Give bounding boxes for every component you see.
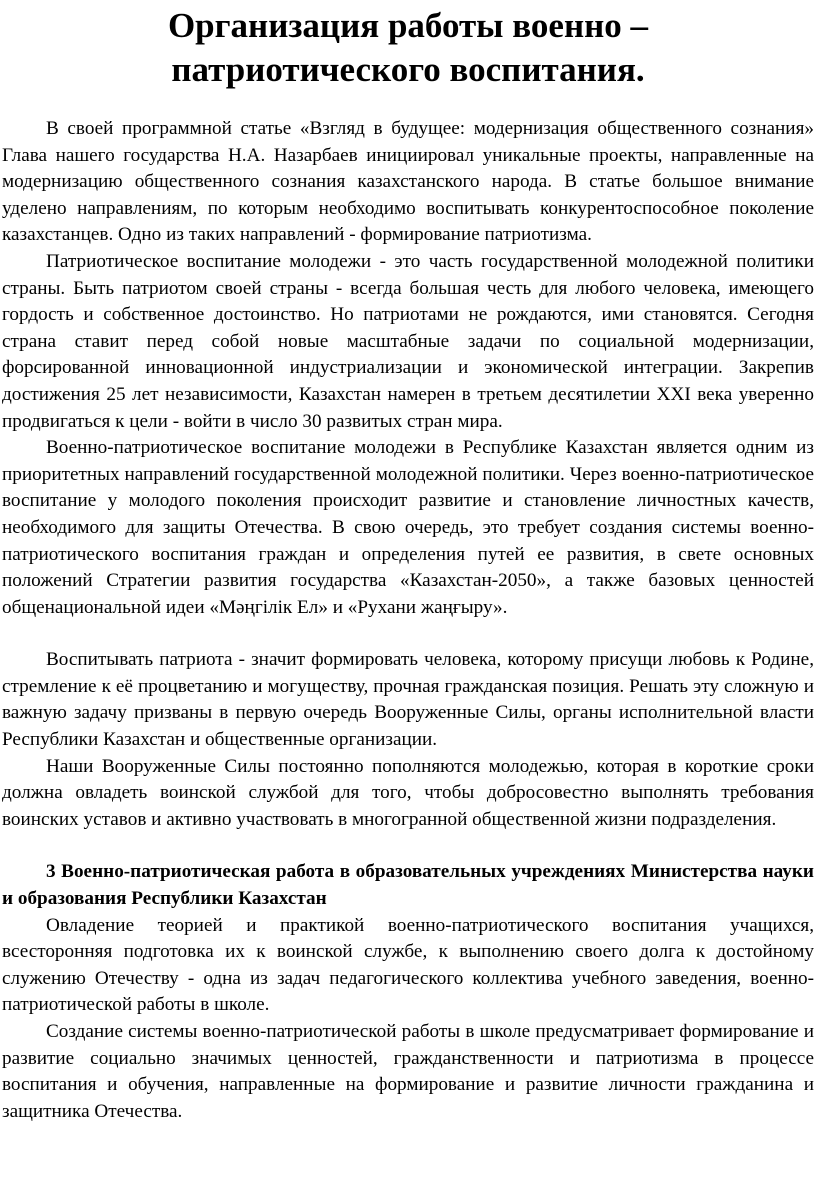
paragraph: Военно-патриотическое воспитание молодежи в Республике Казахстан является одним из приоритетных направлений государственной молодежной политики. Через военно-патриотическое воспитание у молодого поколения происходит развитие и становление личностных качеств, необходимого для защиты Отечества. В свою очередь, это требует создания системы военно-патриотического воспитания граждан и определения путей ее развития, в свете основных положений Стратегии развития государства «Казахстан-2050», а также базовых ценностей общенациональной идеи «Мәңгілік Ел» и «Рухани жаңғыру». — [2, 437, 814, 618]
section-heading: 3 Военно-патриотическая работа в образовательных учреждениях Министерства науки и образования Республики Казахстан — [2, 861, 814, 910]
paragraph: Наши Вооруженные Силы постоянно пополняются молодежью, которая в короткие сроки должна овладеть воинской службой для того, чтобы добросовестно выполнять требования воинских уставов и активно участвовать в многогранной общественной жизни подразделения. — [2, 755, 814, 830]
paragraph: Воспитывать патриота - значит формировать человека, которому присущи любовь к Родине, стремление к её процветанию и могуществу, прочная гражданская позиция. Решать эту сложную и важную задачу призваны в первую очередь Вооруженные Силы, органы исполнительной власти Республики Казахстан и общественные организации. — [2, 649, 814, 751]
page-title — [2, 4, 814, 92]
paragraph: Патриотическое воспитание молодежи - это часть государственной молодежной политики страны. Быть патриотом своей страны - всегда большая честь для любого человека, имеющего гордость и собственное достоинство. Но патриотами не рождаются, ими становятся. Сегодня страна ставит перед собой новые масштабные задачи по социальной модернизации, форсированной инновационной индустриализации и экономической интеграции. Закрепив достижения 25 лет независимости, Казахстан намерен в третьем десятилетии XXI века уверенно продвигаться к цели - войти в число 30 развитых стран мира. — [2, 250, 814, 432]
paragraph: Овладение теорией и практикой военно-патриотического воспитания учащихся, всесторонняя подготовка их к воинской службе, к выполнению своего долга к достойному служению Отечеству - одна из задач педагогического коллектива учебного заведения, военно-патриотической работы в школе. — [2, 914, 814, 1016]
paragraph-spacer — [2, 833, 814, 859]
title-line-2: патриотического воспитания. — [171, 50, 645, 89]
paragraph: Создание системы военно-патриотической работы в школе предусматривает формирование и развитие социально значимых ценностей, гражданственности и патриотизма в процессе воспитания и обучения, направленные на формирование и развитие личности гражданина и защитника Отечества. — [2, 1021, 814, 1122]
paragraph: В своей программной статье «Взгляд в будущее: модернизация общественного сознания» Глава нашего государства Н.А. Назарбаев инициировал уникальные проекты, направленные на модернизацию общественного сознания казахстанского народа. В статье большое внимание уделено направлениям, по которым необходимо воспитывать конкурентоспособное поколение казахстанцев. Одно из таких направлений - формирование патриотизма. — [2, 118, 814, 246]
title-line-1: Организация работы военно – — [167, 6, 649, 45]
paragraph-spacer — [2, 621, 814, 647]
